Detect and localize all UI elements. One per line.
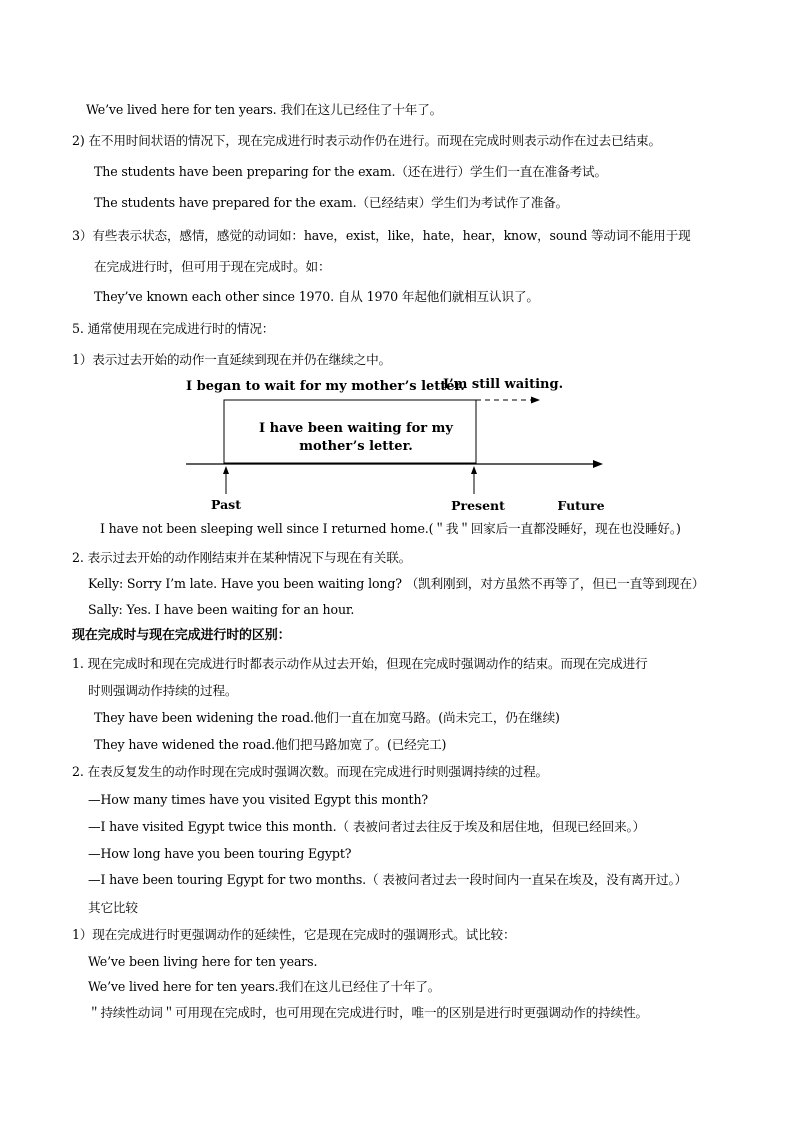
- example-sentence: The students have been preparing for the exam.（还在进行）学生们一直在准备考试。: [94, 164, 607, 179]
- diagram-began-label: I began to wait for my mother’s letter.: [186, 379, 465, 394]
- diagram-still-label: I’m still waiting.: [443, 377, 564, 392]
- section-heading: 现在完成时与现在完成进行时的区别：: [72, 628, 291, 643]
- diagram-box-line1: I have been waiting for my: [259, 421, 453, 436]
- dialogue-line: —I have visited Egypt twice this month.（ 表被问者过去往反于埃及和居住地，但现已经回来。）: [88, 819, 646, 834]
- diagram-present-label: Present: [451, 498, 505, 513]
- example-sentence: We’ve lived here for ten years.我们在这儿已经住了十年了。: [88, 979, 441, 994]
- rule-paragraph: 2) 在不用时间状语的情况下，现在完成进行时表示动作仍在进行。而现在完成时则表示动作在过去已结束。: [72, 133, 661, 148]
- rule-paragraph: 2. 在表反复发生的动作时现在完成时强调次数。而现在完成进行时则强调持续的过程。: [72, 764, 548, 779]
- rule-paragraph: 1）表示过去开始的动作一直延续到现在并仍在继续之中。: [72, 352, 391, 367]
- dialogue-line: —How many times have you visited Egypt this month?: [88, 792, 429, 807]
- example-sentence: They have widened the road.他们把马路加宽了。(已经完工): [94, 737, 447, 752]
- timeline-diagram: [0, 370, 794, 520]
- diagram-box-line2: mother’s letter.: [299, 439, 413, 454]
- rule-paragraph: ＂持续性动词＂可用现在完成时，也可用现在完成进行时，唯一的区别是进行时更强调动作的持续性。: [88, 1005, 648, 1020]
- example-sentence: They’ve known each other since 1970. 自从 1970 年起他们就相互认识了。: [94, 289, 539, 304]
- rule-paragraph-continued: 在完成进行时，但可用于现在完成时。如：: [94, 259, 331, 274]
- diagram-future-label: Future: [557, 498, 605, 513]
- dialogue-line: —I have been touring Egypt for two months.（ 表被问者过去一段时间内一直呆在埃及，没有离开过。）: [88, 872, 688, 887]
- dialogue-line: —How long have you been touring Egypt?: [88, 846, 352, 861]
- section-item: 5. 通常使用现在完成进行时的情况：: [72, 321, 275, 336]
- example-sentence: They have been widening the road.他们一直在加宽马路。(尚未完工，仍在继续): [94, 710, 560, 725]
- example-sentence: I have not been sleeping well since I returned home.(＂我＂回家后一直都没睡好，现在也没睡好。): [100, 521, 681, 536]
- diagram-dashed-arrowhead: [531, 397, 540, 404]
- rule-paragraph: 1）现在完成进行时更强调动作的延续性，它是现在完成时的强调形式。试比较：: [72, 927, 516, 942]
- dialogue-line: Kelly: Sorry I’m late. Have you been waiting long? （凯利刚到，对方虽然不再等了，但已一直等到现在）: [88, 576, 705, 591]
- diagram-present-arrowhead: [471, 466, 477, 474]
- example-sentence: The students have prepared for the exam.（已经结束）学生们为考试作了准备。: [94, 195, 569, 210]
- subheading: 其它比较: [88, 900, 138, 915]
- rule-paragraph: 3）有些表示状态，感情，感觉的动词如：have，exist，like，hate，hear，know，sound 等动词不能用于现: [72, 228, 691, 243]
- example-sentence: We’ve lived here for ten years. 我们在这儿已经住了十年了。: [86, 102, 443, 117]
- rule-paragraph: 1. 现在完成时和现在完成进行时都表示动作从过去开始，但现在完成时强调动作的结束。而现在完成进行: [72, 656, 648, 671]
- rule-paragraph: 2. 表示过去开始的动作刚结束并在某种情况下与现在有关联。: [72, 550, 412, 565]
- diagram-axis-arrowhead: [593, 460, 603, 468]
- diagram-past-arrowhead: [223, 466, 229, 474]
- example-sentence: We’ve been living here for ten years.: [88, 954, 318, 969]
- dialogue-line: Sally: Yes. I have been waiting for an hour.: [88, 602, 355, 617]
- diagram-past-label: Past: [211, 497, 241, 512]
- rule-paragraph-continued: 时则强调动作持续的过程。: [88, 683, 238, 698]
